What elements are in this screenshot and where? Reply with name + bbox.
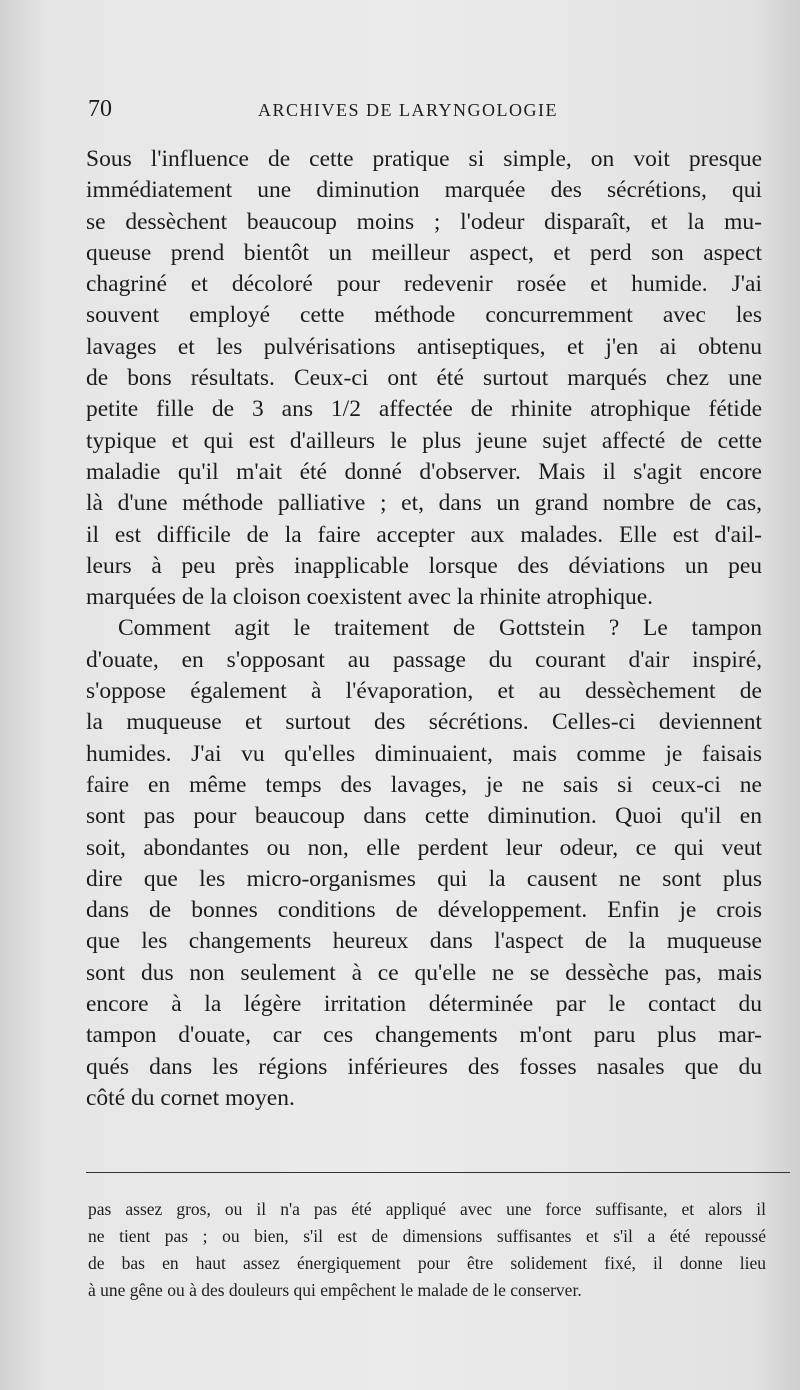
footnote-line: de bas en haut assez énergiquement pour être solidement fixé, il donne lieu	[88, 1253, 766, 1273]
text-line: immédiatement une diminution marquée des sécrétions, qui	[86, 177, 762, 204]
text-line: de bons résultats. Ceux-ci ont été surtout marqués chez une	[86, 365, 762, 392]
footnote-line: pas assez gros, ou il n'a pas été appliqué avec une force suffisante, et alors il	[88, 1199, 766, 1219]
text-line: lavages et les pulvérisations antiseptiques, et j'en ai obtenu	[86, 333, 762, 360]
text-line: d'ouate, en s'opposant au passage du courant d'air inspiré,	[86, 646, 762, 673]
text-line: dire que les micro-organismes qui la causent ne sont plus	[86, 865, 762, 892]
running-title: ARCHIVES DE LARYNGOLOGIE	[258, 100, 558, 120]
body-text	[86, 144, 762, 1114]
text-line: soit, abondantes ou non, elle perdent leur odeur, ce qui veut	[86, 834, 762, 861]
text-line: Sous l'influence de cette pratique si simple, on voit presque	[86, 146, 762, 172]
text-line: sont pas pour beaucoup dans cette diminution. Quoi qu'il en	[86, 803, 762, 830]
text-line: humides. J'ai vu qu'elles diminuaient, mais comme je faisais	[86, 740, 762, 767]
text-line: là d'une méthode palliative ; et, dans un grand nombre de cas,	[86, 490, 762, 517]
text-line: leurs à peu près inapplicable lorsque des déviations un peu	[86, 552, 762, 579]
text-line: encore à la légère irritation déterminée par le contact du	[86, 991, 762, 1018]
text-line: faire en même temps des lavages, je ne sais si ceux-ci ne	[86, 771, 762, 798]
text-line: souvent employé cette méthode concurremment avec les	[86, 302, 762, 329]
page-header	[88, 96, 753, 126]
text-line: que les changements heureux dans l'aspect de la muqueuse	[86, 928, 762, 955]
text-line: côté du cornet moyen.	[86, 1084, 295, 1111]
text-line: sont dus non seulement à ce qu'elle ne se dessèche pas, mais	[86, 959, 762, 986]
text-line: qués dans les régions inférieures des fosses nasales que du	[86, 1053, 762, 1080]
text-line: la muqueuse et surtout des sécrétions. Celles-ci deviennent	[86, 709, 762, 736]
text-line: petite fille de 3 ans 1/2 affectée de rhinite atrophique fétide	[86, 396, 762, 423]
text-line: s'oppose également à l'évaporation, et au dessèchement de	[86, 678, 762, 705]
text-line: queuse prend bientôt un meilleur aspect, et perd son aspect	[86, 239, 762, 266]
text-line: se dessèchent beaucoup moins ; l'odeur disparaît, et la mu-	[86, 208, 762, 235]
text-line: Comment agit le traitement de Gottstein ? Le tampon	[118, 615, 762, 642]
footnote-line: ne tient pas ; ou bien, s'il est de dimensions suffisantes et s'il a été repoussé	[88, 1226, 766, 1246]
text-line: marquées de la cloison coexistent avec la rhinite atrophique.	[86, 584, 654, 611]
footnote-rule	[86, 1172, 790, 1173]
text-line: il est difficile de la faire accepter aux malades. Elle est d'ail-	[86, 521, 762, 548]
footnote	[88, 1196, 766, 1304]
text-line: maladie qu'il m'ait été donné d'observer. Mais il s'agit encore	[86, 458, 762, 485]
text-line: dans de bonnes conditions de développement. Enfin je crois	[86, 897, 762, 924]
page-number: 70	[88, 96, 112, 122]
footnote-line: à une gêne ou à des douleurs qui empêchent le malade de le conserver.	[88, 1280, 582, 1300]
text-line: typique et qui est d'ailleurs le plus jeune sujet affecté de cette	[86, 427, 762, 454]
text-line: tampon d'ouate, car ces changements m'ont paru plus mar-	[86, 1022, 762, 1049]
text-line: chagriné et décoloré pour redevenir rosée et humide. J'ai	[86, 271, 762, 298]
